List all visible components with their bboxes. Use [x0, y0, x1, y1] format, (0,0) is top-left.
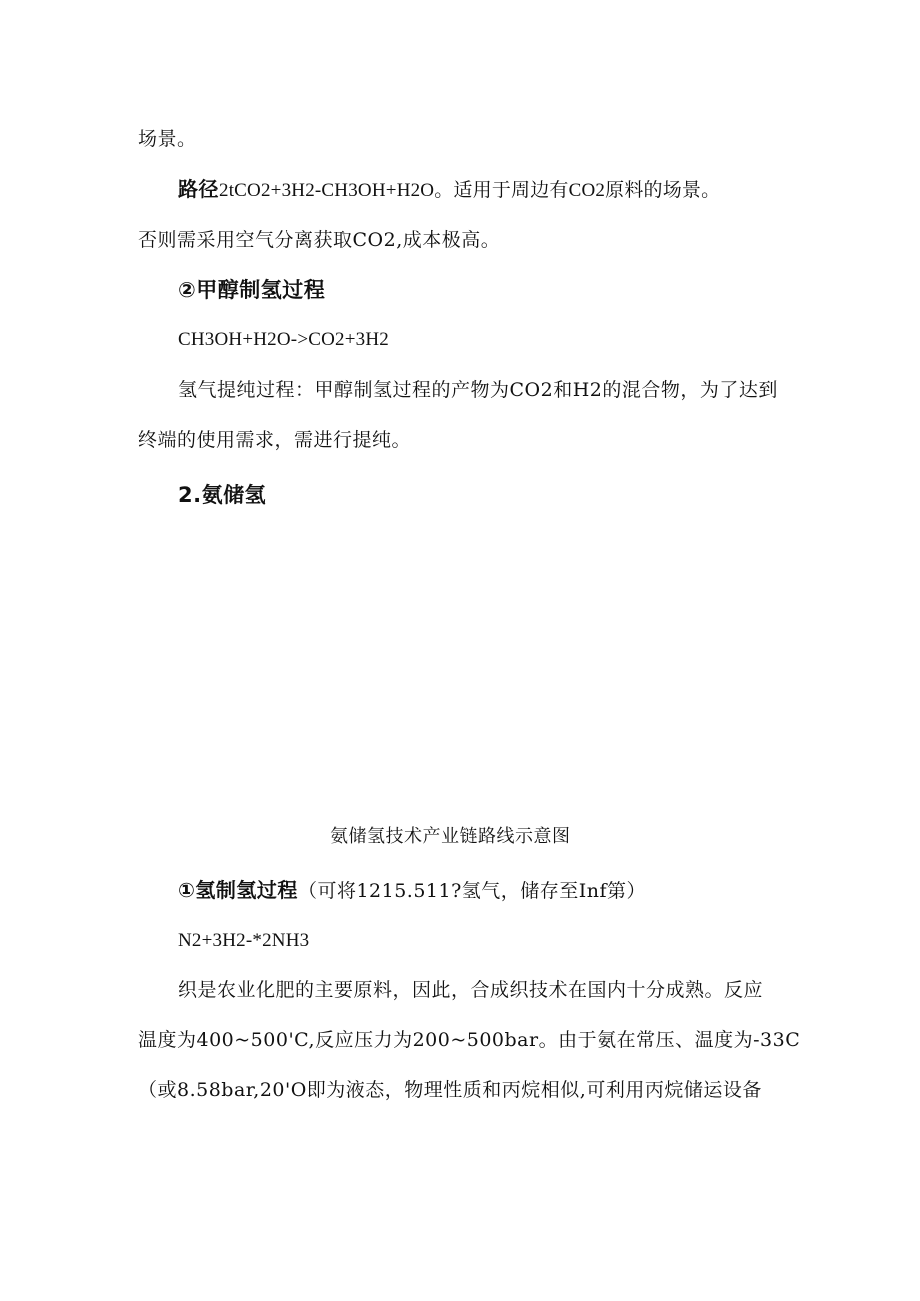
heading-ammonia-storage: 2.氨储氢 — [178, 483, 267, 507]
paragraph-co2-cost: 否则需采用空气分离获取CO2,成本极高。 — [138, 229, 501, 251]
route-formula-text: 2tCO2+3H2-CH3OH+H2O。适用于周边有CO2原料的场景。 — [219, 180, 721, 201]
paragraph-route — [178, 176, 720, 204]
paragraph-purification-2: 终端的使用需求，需进行提纯。 — [138, 429, 412, 451]
paragraph-ammonia-3: （或8.58bar,20'O即为液态，物理性质和丙烷相似,可利用丙烷储运设备 — [138, 1079, 762, 1101]
ammonia-production-label: ①氢制氢过程 — [178, 878, 298, 902]
paragraph-scene-end: 场景。 — [138, 128, 197, 150]
formula-ammonia-synthesis: N2+3H2-*2NH3 — [178, 930, 310, 951]
ammonia-production-note: （可将1215.511?氢气，储存至Inf第） — [297, 880, 647, 902]
paragraph-ammonia-1: 织是农业化肥的主要原料，因此，合成织技术在国内十分成熟。反应 — [178, 979, 764, 1001]
paragraph-ammonia-2: 温度为400~500'C,反应压力为200~500bar。由于氨在常压、温度为-33C — [138, 1029, 801, 1051]
figure-caption: 氨储氢技术产业链路线示意图 — [330, 826, 571, 847]
heading-ammonia-production — [178, 877, 646, 904]
formula-methanol-reforming: CH3OH+H2O->CO2+3H2 — [178, 329, 389, 350]
route-label: 路径 — [178, 177, 219, 201]
paragraph-purification-1: 氢气提纯过程：甲醇制氢过程的产物为CO2和H2的混合物，为了达到 — [178, 379, 778, 401]
heading-methanol-hydrogen: ②甲醇制氢过程 — [178, 278, 326, 302]
figure-placeholder — [138, 530, 778, 810]
